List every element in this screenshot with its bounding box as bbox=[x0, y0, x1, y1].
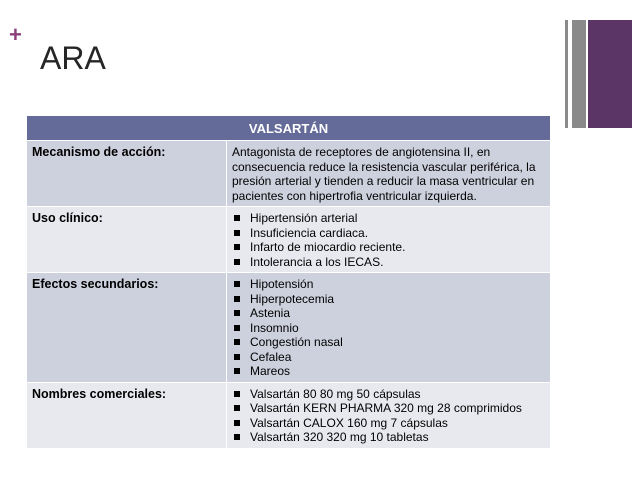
bullet-list bbox=[232, 277, 545, 379]
row-label-efectos: Efectos secundarios: bbox=[27, 273, 227, 383]
list-item: Intolerancia a los IECAS. bbox=[232, 255, 545, 270]
bullet-list bbox=[232, 211, 545, 269]
plus-icon: + bbox=[9, 22, 22, 47]
table-header: VALSARTÁN bbox=[27, 116, 551, 141]
list-item: Valsartán CALOX 160 mg 7 cápsulas bbox=[232, 416, 545, 431]
row-list-nombres bbox=[227, 382, 551, 448]
table-row bbox=[27, 382, 551, 448]
table-row bbox=[27, 273, 551, 383]
table-row bbox=[27, 207, 551, 273]
decor-bar-purple bbox=[588, 20, 632, 128]
table-header-row bbox=[27, 116, 551, 141]
row-list-efectos bbox=[227, 273, 551, 383]
list-item: Valsartán 320 320 mg 10 tabletas bbox=[232, 430, 545, 445]
row-label-mecanismo: Mecanismo de acción: bbox=[27, 141, 227, 207]
list-item: Insomnio bbox=[232, 321, 545, 336]
bullet-list bbox=[232, 387, 545, 445]
list-item: Infarto de miocardio reciente. bbox=[232, 240, 545, 255]
list-item: Insuficiencia cardiaca. bbox=[232, 226, 545, 241]
list-item: Hipertensión arterial bbox=[232, 211, 545, 226]
row-label-uso: Uso clínico: bbox=[27, 207, 227, 273]
slide-title: ARA bbox=[40, 40, 106, 76]
drug-table bbox=[26, 115, 551, 449]
table-row bbox=[27, 141, 551, 207]
list-item: Hiperpotecemia bbox=[232, 292, 545, 307]
decor-bar-thin bbox=[565, 20, 568, 128]
list-item: Congestión nasal bbox=[232, 335, 545, 350]
row-label-nombres: Nombres comerciales: bbox=[27, 382, 227, 448]
decor-bar-medium bbox=[572, 20, 586, 128]
list-item: Mareos bbox=[232, 364, 545, 379]
list-item: Valsartán KERN PHARMA 320 mg 28 comprimidos bbox=[232, 401, 545, 416]
list-item: Hipotensión bbox=[232, 277, 545, 292]
list-item: Cefalea bbox=[232, 350, 545, 365]
list-item: Valsartán 80 80 mg 50 cápsulas bbox=[232, 387, 545, 402]
list-item: Astenia bbox=[232, 306, 545, 321]
row-list-uso bbox=[227, 207, 551, 273]
row-text-mecanismo: Antagonista de receptores de angiotensina II, en consecuencia reduce la resistencia vascular periférica, la presión arterial y tienden a reducir la masa ventricular en pacientes con hipertrofia ventricular izquierda. bbox=[227, 141, 551, 207]
